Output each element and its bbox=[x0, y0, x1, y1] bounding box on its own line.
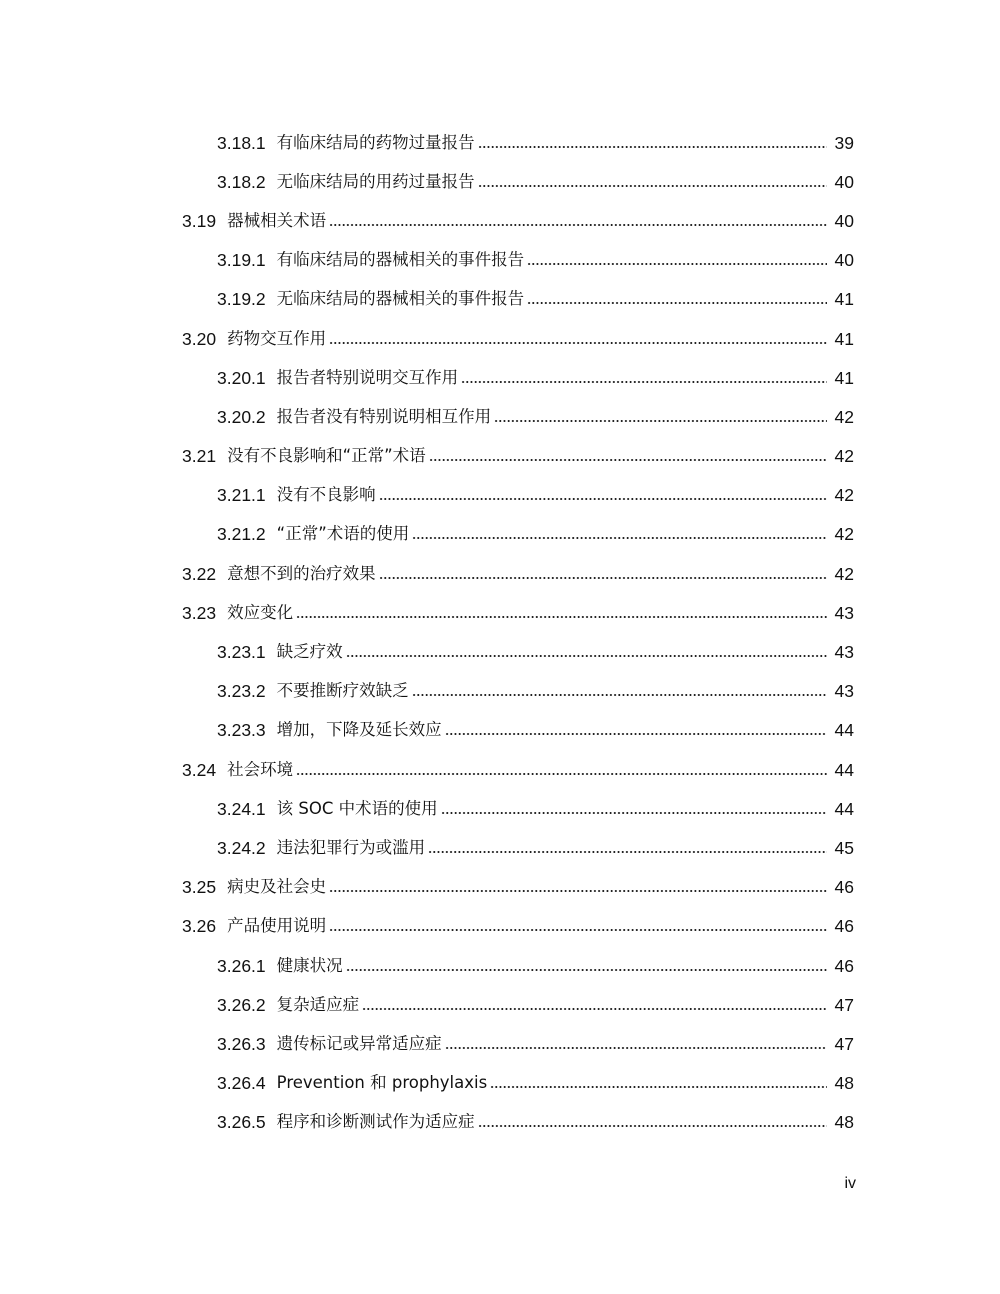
dot-leader bbox=[379, 577, 827, 579]
toc-entry-title: 遗传标记或异常适应症 bbox=[276, 1033, 442, 1053]
dot-leader bbox=[527, 302, 827, 304]
toc-entry-title: 产品使用说明 bbox=[227, 916, 327, 936]
toc-entry-page: 47 bbox=[834, 1033, 854, 1054]
toc-entry[interactable] bbox=[0, 750, 1000, 789]
toc-entry-page: 41 bbox=[834, 367, 854, 388]
dot-leader bbox=[490, 1086, 827, 1088]
toc-entry-page: 40 bbox=[834, 250, 854, 271]
toc-entry-title: 违法犯罪行为或滥用 bbox=[276, 837, 426, 857]
toc-entry-title: 器械相关术语 bbox=[227, 210, 327, 230]
toc-entry-page: 47 bbox=[834, 994, 854, 1015]
toc-entry-number: 3.24.1 bbox=[217, 798, 266, 819]
toc-entry-number: 3.20 bbox=[182, 328, 217, 349]
toc-entry[interactable] bbox=[0, 711, 1000, 750]
dot-leader bbox=[429, 459, 827, 461]
page-number: iv bbox=[844, 1175, 856, 1192]
toc-entry-title: 报告者没有特别说明相互作用 bbox=[276, 406, 492, 426]
toc-entry-title: 没有不良影响 bbox=[276, 485, 376, 505]
toc-entry-number: 3.22 bbox=[182, 563, 217, 584]
toc-entry-number: 3.23.2 bbox=[217, 681, 266, 702]
table-of-contents bbox=[0, 123, 1000, 1142]
toc-entry-page: 41 bbox=[834, 289, 854, 310]
toc-entry-number: 3.26.3 bbox=[217, 1033, 266, 1054]
toc-entry[interactable] bbox=[0, 828, 1000, 867]
toc-entry-title: 报告者特别说明交互作用 bbox=[276, 367, 459, 387]
toc-entry-title: 无临床结局的器械相关的事件报告 bbox=[276, 289, 525, 309]
dot-leader bbox=[296, 773, 827, 775]
dot-leader bbox=[329, 224, 827, 226]
toc-entry-number: 3.26.4 bbox=[217, 1073, 266, 1094]
dot-leader bbox=[441, 812, 827, 814]
dot-leader bbox=[329, 890, 827, 892]
toc-entry-title: Prevention 和 prophylaxis bbox=[276, 1073, 488, 1093]
toc-entry[interactable] bbox=[0, 437, 1000, 476]
toc-entry-title: 社会环境 bbox=[227, 759, 294, 779]
toc-entry[interactable] bbox=[0, 241, 1000, 280]
dot-leader bbox=[296, 616, 827, 618]
toc-entry[interactable] bbox=[0, 907, 1000, 946]
toc-entry-title: 复杂适应症 bbox=[276, 994, 360, 1014]
toc-entry-title: 病史及社会史 bbox=[227, 877, 327, 897]
toc-entry[interactable] bbox=[0, 554, 1000, 593]
toc-entry-number: 3.23.3 bbox=[217, 720, 266, 741]
toc-entry-page: 44 bbox=[834, 720, 854, 741]
toc-entry[interactable] bbox=[0, 868, 1000, 907]
toc-entry-number: 3.21.1 bbox=[217, 485, 266, 506]
dot-leader bbox=[379, 498, 827, 500]
toc-entry-title: 药物交互作用 bbox=[227, 328, 327, 348]
toc-entry-number: 3.26.1 bbox=[217, 955, 266, 976]
toc-entry-page: 48 bbox=[834, 1112, 854, 1133]
toc-entry-number: 3.20.2 bbox=[217, 406, 266, 427]
toc-entry-page: 39 bbox=[834, 132, 854, 153]
toc-entry-title: 有临床结局的器械相关的事件报告 bbox=[276, 250, 525, 270]
toc-entry-number: 3.24 bbox=[182, 759, 217, 780]
toc-entry[interactable] bbox=[0, 476, 1000, 515]
toc-entry-page: 44 bbox=[834, 759, 854, 780]
toc-entry[interactable] bbox=[0, 593, 1000, 632]
dot-leader bbox=[461, 381, 827, 383]
toc-entry-page: 40 bbox=[834, 210, 854, 231]
toc-entry-page: 40 bbox=[834, 171, 854, 192]
toc-entry-number: 3.23.1 bbox=[217, 642, 266, 663]
dot-leader bbox=[329, 929, 827, 931]
toc-entry-title: “正常”术语的使用 bbox=[276, 524, 410, 544]
toc-entry-title: 增加，下降及延长效应 bbox=[276, 720, 442, 740]
dot-leader bbox=[346, 655, 827, 657]
toc-entry-title: 效应变化 bbox=[227, 602, 294, 622]
toc-entry-title: 没有不良影响和“正常”术语 bbox=[227, 446, 426, 466]
toc-entry-title: 缺乏疗效 bbox=[276, 642, 343, 662]
dot-leader bbox=[527, 263, 827, 265]
toc-entry-page: 42 bbox=[834, 446, 854, 467]
toc-entry[interactable] bbox=[0, 946, 1000, 985]
toc-entry[interactable] bbox=[0, 397, 1000, 436]
dot-leader bbox=[329, 342, 827, 344]
toc-entry-page: 41 bbox=[834, 328, 854, 349]
toc-entry-number: 3.26.2 bbox=[217, 994, 266, 1015]
toc-entry[interactable] bbox=[0, 319, 1000, 358]
dot-leader bbox=[346, 969, 827, 971]
dot-leader bbox=[445, 733, 827, 735]
toc-entry[interactable] bbox=[0, 280, 1000, 319]
toc-entry-page: 44 bbox=[834, 798, 854, 819]
toc-entry[interactable] bbox=[0, 201, 1000, 240]
toc-entry[interactable] bbox=[0, 672, 1000, 711]
toc-entry-title: 程序和诊断测试作为适应症 bbox=[276, 1112, 475, 1132]
toc-entry[interactable] bbox=[0, 358, 1000, 397]
toc-entry-number: 3.19.1 bbox=[217, 250, 266, 271]
toc-entry-number: 3.21.2 bbox=[217, 524, 266, 545]
toc-entry[interactable] bbox=[0, 1103, 1000, 1142]
toc-entry-page: 42 bbox=[834, 406, 854, 427]
toc-entry-page: 43 bbox=[834, 642, 854, 663]
toc-entry[interactable] bbox=[0, 985, 1000, 1024]
dot-leader bbox=[478, 1125, 827, 1127]
toc-entry[interactable] bbox=[0, 515, 1000, 554]
toc-entry-page: 48 bbox=[834, 1073, 854, 1094]
toc-entry-number: 3.21 bbox=[182, 446, 217, 467]
toc-entry-title: 不要推断疗效缺乏 bbox=[276, 681, 409, 701]
toc-entry-number: 3.18.1 bbox=[217, 132, 266, 153]
toc-entry-number: 3.18.2 bbox=[217, 171, 266, 192]
toc-entry-title: 该 SOC 中术语的使用 bbox=[276, 798, 438, 818]
dot-leader bbox=[445, 1047, 827, 1049]
toc-entry-number: 3.25 bbox=[182, 877, 217, 898]
toc-entry[interactable] bbox=[0, 1064, 1000, 1103]
dot-leader bbox=[478, 146, 827, 148]
dot-leader bbox=[362, 1008, 827, 1010]
toc-entry-number: 3.19.2 bbox=[217, 289, 266, 310]
toc-entry[interactable] bbox=[0, 162, 1000, 201]
toc-entry[interactable] bbox=[0, 789, 1000, 828]
toc-entry-number: 3.20.1 bbox=[217, 367, 266, 388]
toc-entry[interactable] bbox=[0, 1024, 1000, 1063]
toc-entry-page: 42 bbox=[834, 485, 854, 506]
toc-entry-page: 45 bbox=[834, 837, 854, 858]
toc-entry[interactable] bbox=[0, 123, 1000, 162]
toc-entry-page: 42 bbox=[834, 524, 854, 545]
toc-entry-number: 3.26 bbox=[182, 916, 217, 937]
toc-entry-title: 有临床结局的药物过量报告 bbox=[276, 132, 475, 152]
toc-entry-title: 健康状况 bbox=[276, 955, 343, 975]
dot-leader bbox=[412, 537, 827, 539]
toc-entry-page: 46 bbox=[834, 916, 854, 937]
dot-leader bbox=[412, 694, 827, 696]
dot-leader bbox=[478, 185, 827, 187]
toc-entry-title: 意想不到的治疗效果 bbox=[227, 563, 376, 583]
toc-entry-number: 3.23 bbox=[182, 602, 217, 623]
dot-leader bbox=[494, 420, 827, 422]
toc-entry-number: 3.24.2 bbox=[217, 837, 266, 858]
toc-entry-page: 43 bbox=[834, 602, 854, 623]
toc-entry-page: 46 bbox=[834, 955, 854, 976]
toc-entry-title: 无临床结局的用药过量报告 bbox=[276, 171, 475, 191]
toc-entry-page: 42 bbox=[834, 563, 854, 584]
toc-entry-number: 3.19 bbox=[182, 210, 217, 231]
toc-entry-number: 3.26.5 bbox=[217, 1112, 266, 1133]
toc-entry-page: 43 bbox=[834, 681, 854, 702]
toc-entry[interactable] bbox=[0, 632, 1000, 671]
toc-entry-page: 46 bbox=[834, 877, 854, 898]
dot-leader bbox=[428, 851, 827, 853]
